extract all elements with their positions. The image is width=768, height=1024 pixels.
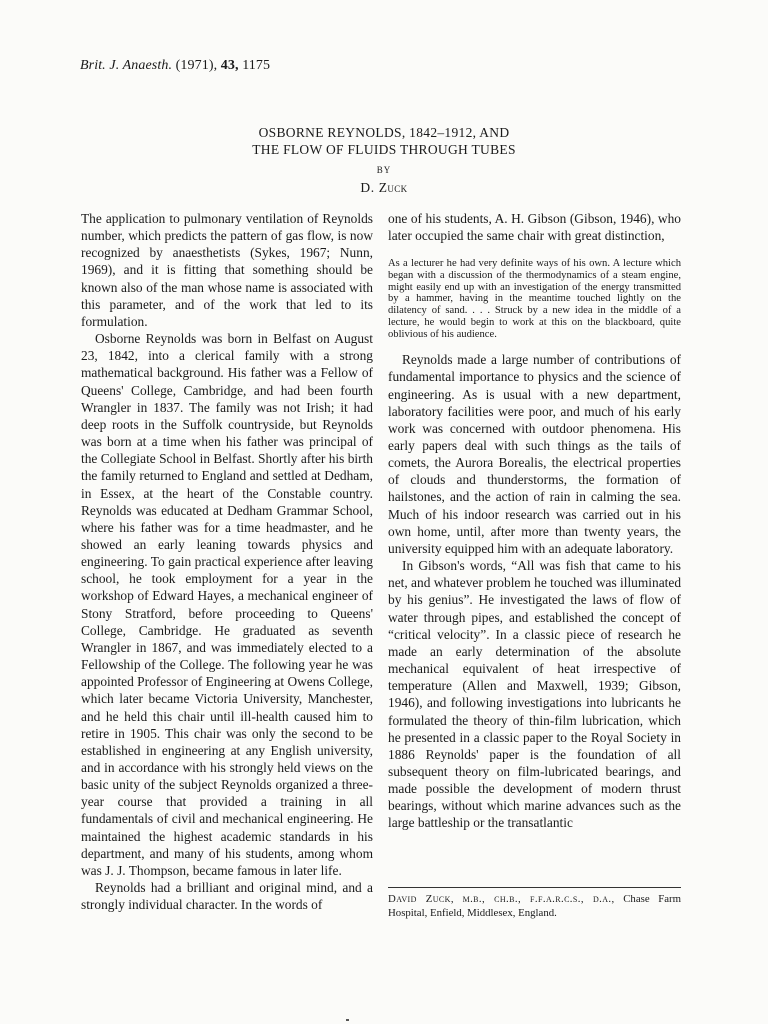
paragraph: The application to pulmonary ventilation of Reynolds number, which predicts the pattern of gas flow, is now recognized by anaesthetists (Sykes, 1967; Nunn, 1969), and it is fitting that something should be known also of the man whose name is associated with this parameter, and of the work that led to its formulation. — [81, 211, 373, 329]
paragraph: In Gibson's words, “All was fish that came to his net, and whatever problem he touched was illuminated by his genius”. He investigated the laws of flow of water through pipes, and established the concept of “critical velocity”. In a classic piece of research he made an early determination of the absolute mechanical equivalent of heat irrespective of temperature (Allen and Maxwell, 1939; Gibson, 1946), and following investigations into lubricants he formulated the theory of thin-film lubrication, which he presented in a classic paper to the Royal Society in 1886 Reynolds' paper is the foundation of all subsequent theory on film-lubricated bearings, and made possible the development of modern thrust bearings, without which marine advances such as the large battleship or the transatlantic — [388, 558, 682, 831]
paragraph: Reynolds had a brilliant and original mind, and a strongly individual character. In the words of — [81, 880, 373, 913]
author-name — [0, 180, 768, 196]
journal-volume: 43, — [220, 58, 239, 73]
author-initial: D. — [360, 180, 375, 195]
journal-year: (1971), — [175, 58, 218, 73]
author-footnote — [388, 893, 681, 920]
journal-name: Brit. J. Anaesth. — [80, 58, 173, 73]
block-quote: As a lecturer he had very definite ways of his own. A lecture which began with a discussion of the thermodynamics of a steam engine, might easily end up with an investigation of the energy transmitted by a hammer, having in the meantime touched lightly on the dilatency of sand. . . . Struck by a new idea in the middle of a lecture, he would begin to work at this on the blackboard, quite oblivious of his audience. — [388, 258, 681, 340]
by-label: BY — [376, 165, 392, 175]
article-title — [0, 124, 768, 158]
footnote-address: Chase Farm Hospital, Enfield, Middlesex, England. — [388, 893, 681, 919]
journal-page: 1175 — [242, 58, 271, 73]
title-line-2: THE FLOW OF FLUIDS THROUGH TUBES — [252, 142, 516, 157]
author-surname: Zuck — [378, 180, 408, 195]
right-column — [388, 210, 681, 832]
left-column — [81, 210, 373, 913]
paragraph: Reynolds made a large number of contributions of fundamental importance to physics and the science of engineering. As is usual with a new department, laboratory facilities were poor, and much of his early work was concerned with outdoor phenomena. His early papers deal with such things as the tails of comets, the Aurora Borealis, the electrical properties of clouds and thunderstorms, the formation of hailstones, and the action of rain in calming the sea. Much of his indoor research was carried out in his own home, until, after more than twenty years, the university equipped him with an adequate laboratory. — [388, 352, 681, 556]
footnote-author-name: David Zuck, — [388, 893, 454, 905]
journal-citation — [80, 58, 270, 74]
footnote-divider — [388, 887, 681, 888]
scan-speck — [346, 1019, 349, 1021]
paragraph: one of his students, A. H. Gibson (Gibson, 1946), who later occupied the same chair with great distinction, — [388, 211, 681, 244]
footnote-degrees: m.b., ch.b., f.f.a.r.c.s., d.a., — [462, 893, 615, 905]
title-line-1: OSBORNE REYNOLDS, 1842–1912, AND — [258, 125, 510, 140]
paragraph: Osborne Reynolds was born in Belfast on August 23, 1842, into a clerical family with a strong mathematical background. His father was a Fellow of Queens' College, Cambridge, and had been fourth Wrangler in 1837. The family was not Irish; it had deep roots in the Suffolk countryside, but Reynolds was born at a time when his father was principal of the Collegiate School in Belfast. Shortly after his birth the family returned to England and settled at Dedham, in Essex, at the heart of the Constable country. Reynolds was educated at Dedham Grammar School, where his father was for a time headmaster, and he showed an early leaning towards physics and engineering. To gain practical experience after leaving school, he took employment for a year in the workshop of Edward Hayes, a mechanical engineer of Stony Stratford, before proceeding to Queens' College, Cambridge. He graduated as seventh Wrangler in 1867, and was immediately elected to a Fellowship of the College. The following year he was appointed Professor of Engineering at Owens College, which later became Victoria University, Manchester, and he held this chair until ill-health caused him to retire in 1905. This chair was only the second to be established in engineering at any English university, and in accordance with his strongly held views on the basic unity of the subject Reynolds organized a three-year course that provided a training in all fundamentals of civil and mechanical engineering. He maintained the highest academic standards in his department, and many of his students, among whom was J. J. Thompson, became famous in later life. — [81, 331, 373, 878]
